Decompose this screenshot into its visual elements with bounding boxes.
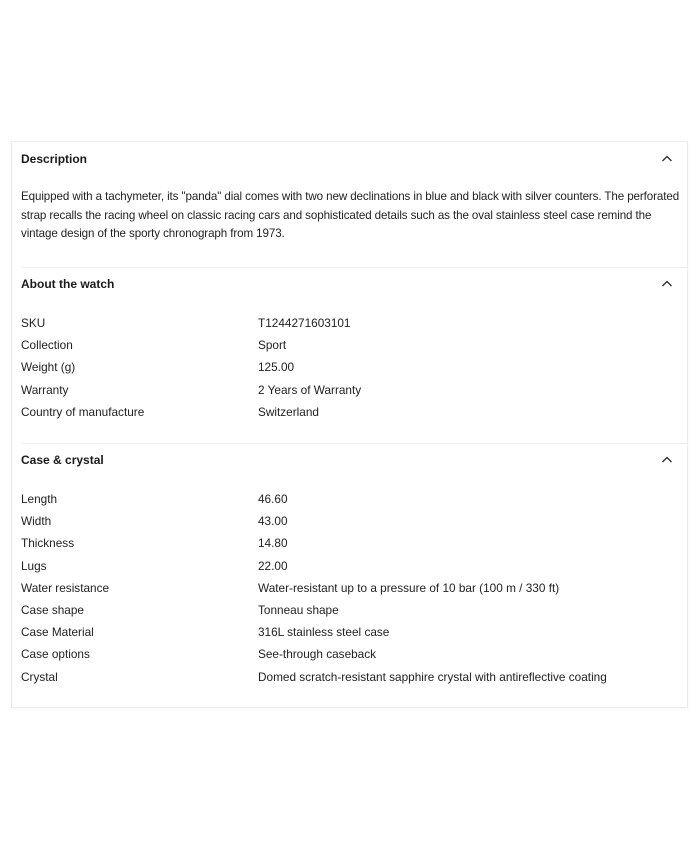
spec-row-case-material: [12, 621, 687, 643]
spec-label: Width: [21, 514, 52, 529]
spec-label: Weight (g): [21, 360, 76, 375]
spec-row-sku: [12, 312, 687, 334]
about-watch-spec-list: [12, 312, 687, 423]
spec-label: Lugs: [21, 558, 47, 573]
spec-row-case-shape: [12, 599, 687, 621]
spec-row-width: [12, 510, 687, 532]
spec-row-water-resistance: [12, 577, 687, 599]
case-crystal-toggle[interactable]: [12, 443, 687, 479]
spec-value: 125.00: [258, 360, 295, 375]
case-crystal-spec-list: [12, 488, 687, 688]
spec-value: See-through caseback: [258, 647, 377, 662]
spec-value: Sport: [258, 338, 287, 353]
spec-value: 43.00: [258, 514, 288, 529]
spec-label: Country of manufacture: [21, 404, 145, 419]
chevron-up-icon[interactable]: [661, 279, 673, 289]
spec-row-collection: [12, 334, 687, 356]
spec-label: Warranty: [21, 382, 69, 397]
spec-label: Thickness: [21, 536, 75, 551]
spec-value: Tonneau shape: [258, 602, 339, 617]
spec-value: Water-resistant up to a pressure of 10 bar (100 m / 330 ft): [258, 580, 560, 595]
spec-row-length: [12, 488, 687, 510]
chevron-up-icon[interactable]: [661, 154, 673, 164]
description-text: Equipped with a tachymeter, its "panda" dial comes with two new declinations in blue and black with silver counters. The perforated strap recalls the racing wheel on classic racing cars and sophisticated details such as the oval stainless steel case remind the vintage design of the sporty chronograph from 1973.: [21, 190, 680, 240]
spec-row-warranty: [12, 379, 687, 401]
spec-value: 2 Years of Warranty: [258, 382, 362, 397]
spec-row-weight: [12, 356, 687, 378]
spec-label: Crystal: [21, 669, 58, 684]
description-section: [12, 142, 687, 267]
about-watch-toggle[interactable]: [12, 267, 687, 303]
spec-label: Collection: [21, 338, 73, 353]
spec-label: Length: [21, 492, 58, 506]
spec-row-country: [12, 401, 687, 423]
description-title: Description: [21, 152, 88, 166]
spec-row-thickness: [12, 532, 687, 554]
spec-label: Water resistance: [21, 580, 110, 595]
chevron-up-icon[interactable]: [661, 455, 673, 465]
case-crystal-section: [12, 443, 687, 709]
spec-label: Case Material: [21, 625, 94, 640]
description-toggle[interactable]: [12, 142, 687, 178]
spec-row-lugs: [12, 555, 687, 577]
spec-label: SKU: [21, 316, 46, 330]
spec-row-crystal: [12, 666, 687, 688]
spec-value: 22.00: [258, 558, 288, 573]
spec-value: Switzerland: [258, 404, 319, 419]
spec-label: Case shape: [21, 602, 84, 617]
about-watch-title: About the watch: [21, 277, 115, 291]
spec-label: Case options: [21, 647, 90, 662]
product-details-accordion: [11, 141, 688, 708]
spec-row-case-options: [12, 643, 687, 665]
spec-value: Domed scratch-resistant sapphire crystal with antireflective coating: [258, 669, 607, 684]
spec-value: 316L stainless steel case: [258, 625, 390, 640]
about-watch-section: [12, 267, 687, 443]
case-crystal-title: Case & crystal: [21, 453, 104, 467]
spec-value: 14.80: [258, 536, 288, 551]
spec-value: T1244271603101: [258, 316, 351, 330]
spec-value: 46.60: [258, 492, 288, 506]
